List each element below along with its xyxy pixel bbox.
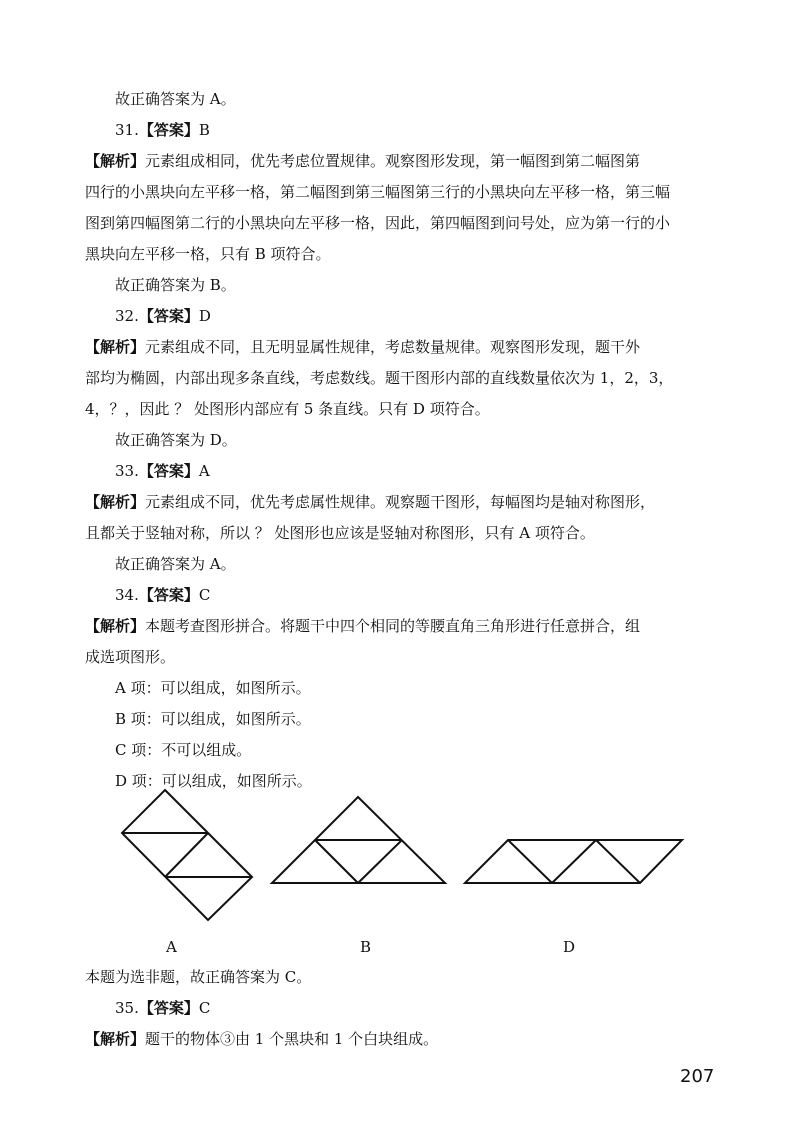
q33-analysis-line-1 [85, 491, 655, 513]
q35-answer-heading [115, 997, 210, 1019]
text: 故正确答案为 A。 [115, 90, 236, 108]
text: 元素组成不同，且无明显属性规律，考虑数量规律。观察图形发现，题干外 [145, 338, 641, 356]
answer-value: D [198, 307, 211, 325]
text: 本题为选非题，故正确答案为 C。 [85, 968, 312, 986]
text: 且都关于竖轴对称，所以 ？ 处图形也应该是竖轴对称图形，只有 A 项符合。 [85, 524, 595, 542]
analysis-label: 【解析】 [85, 493, 146, 511]
text: 本题考查图形拼合。将题干中四个相同的等腰直角三角形进行任意拼合，组 [145, 617, 641, 635]
q33-answer-heading [115, 460, 210, 482]
answer-label: 【答案】 [138, 586, 199, 604]
answer-value: C [198, 999, 211, 1017]
text: B 项：可以组成，如图所示。 [115, 710, 311, 728]
q31-answer-heading [115, 119, 210, 141]
text: D 项：可以组成，如图所示。 [115, 772, 312, 790]
analysis-label: 【解析】 [85, 617, 146, 635]
q34-figure [0, 780, 800, 940]
analysis-label: 【解析】 [85, 1030, 146, 1048]
question-number: 34. [115, 586, 139, 604]
answer-value: C [198, 586, 211, 604]
figure-b-shape [272, 797, 445, 883]
question-number: 31. [115, 121, 139, 139]
q31-analysis-line-3 [85, 212, 670, 234]
question-number: 33. [115, 462, 139, 480]
q34-option-c [115, 739, 251, 761]
figure-label-a: A [166, 938, 177, 956]
q31-analysis-line-2 [85, 181, 670, 203]
q35-analysis-line-1 [85, 1028, 438, 1050]
text: 元素组成相同，优先考虑位置规律。观察图形发现，第一幅图到第二幅图第 [145, 152, 641, 170]
text: C 项：不可以组成。 [115, 741, 252, 759]
text: 元素组成不同，优先考虑属性规律。观察题干图形，每幅图均是轴对称图形， [145, 493, 656, 511]
answer-value: B [198, 121, 210, 139]
question-number: 32. [115, 307, 139, 325]
figure-label-b: B [360, 938, 372, 956]
text: 故正确答案为 A。 [115, 555, 236, 573]
q34-option-b [115, 708, 311, 730]
answer-label: 【答案】 [138, 307, 199, 325]
q33-analysis-line-2 [85, 522, 595, 544]
q34-analysis-line-1 [85, 615, 640, 637]
q34-conclusion [85, 966, 311, 988]
q32-analysis-line-1 [85, 336, 640, 358]
text: 四行的小黑块向左平移一格，第二幅图到第三幅图第三行的小黑块向左平移一格，第三幅 [85, 183, 671, 201]
q32-answer-heading [115, 305, 211, 327]
q34-option-a [115, 677, 311, 699]
text: 图到第四幅图第二行的小黑块向左平移一格，因此，第四幅图到问号处，应为第一行的小 [85, 214, 671, 232]
text: 4，？，因此 ？ 处图形内部应有 5 条直线。只有 D 项符合。 [85, 400, 490, 418]
text: 部均为椭圆，内部出现多条直线，考虑数线。题干图形内部的直线数量依次为 1，2，3， [85, 369, 674, 387]
text: 故正确答案为 B。 [115, 276, 236, 294]
page-number: 207 [680, 1066, 715, 1087]
text: 黑块向左平移一格，只有 B 项符合。 [85, 245, 331, 263]
q33-conclusion [115, 553, 236, 575]
figure-d-shape [465, 840, 682, 883]
text: 成选项图形。 [85, 648, 176, 666]
answer-label: 【答案】 [138, 121, 199, 139]
q31-analysis-line-4 [85, 243, 331, 265]
q32-analysis-line-2 [85, 367, 673, 389]
q34-analysis-line-2 [85, 646, 175, 668]
text: A 项：可以组成，如图所示。 [115, 679, 311, 697]
analysis-label: 【解析】 [85, 152, 146, 170]
q31-conclusion [115, 274, 236, 296]
question-number: 35. [115, 999, 139, 1017]
q31-analysis-line-1 [85, 150, 640, 172]
analysis-label: 【解析】 [85, 338, 146, 356]
q32-conclusion [115, 429, 237, 451]
text: 题干的物体③由 1 个黑块和 1 个白块组成。 [145, 1030, 439, 1048]
figure-label-d: D [563, 938, 576, 956]
figure-a-shape [122, 790, 252, 920]
text: 故正确答案为 D。 [115, 431, 237, 449]
q34-answer-heading [115, 584, 210, 606]
q32-analysis-line-3 [85, 398, 490, 420]
line-q30-conclusion [115, 88, 236, 110]
answer-label: 【答案】 [138, 462, 199, 480]
answer-label: 【答案】 [138, 999, 199, 1017]
answer-value: A [198, 462, 210, 480]
